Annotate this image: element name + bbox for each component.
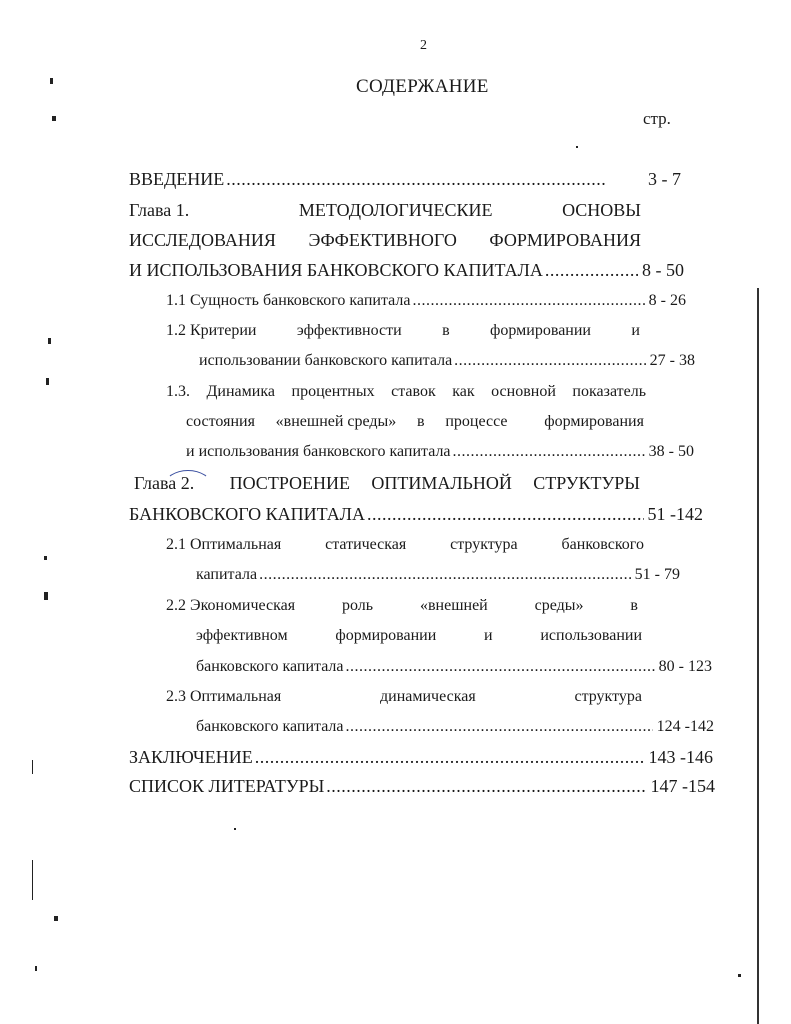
toc-entry-1-1	[166, 292, 686, 310]
toc-word: «внешней	[419, 597, 488, 614]
toc-pages: 124 -142	[656, 718, 714, 735]
toc-label: и использования банковского капитала	[186, 443, 451, 460]
toc-word: процентных	[291, 383, 375, 400]
toc-word: 2.2 Экономическая	[166, 597, 296, 614]
toc-word: эффективности	[296, 322, 402, 339]
toc-entry-2-3-line1	[166, 688, 642, 706]
toc-pages: 8 - 50	[642, 260, 684, 280]
toc-entry-2-1	[196, 566, 680, 584]
toc-label: использовании банковского капитала	[199, 352, 453, 369]
chapter1-label: Глава 1.	[129, 200, 190, 220]
leader-dots	[226, 169, 606, 190]
toc-pages: 80 - 123	[658, 658, 712, 675]
toc-pages: 3 - 7	[648, 169, 681, 189]
scan-edge-line	[757, 288, 759, 1024]
leader-dots	[454, 352, 646, 370]
toc-entry-1-3-line1	[166, 383, 646, 401]
scan-speck	[32, 860, 33, 900]
scan-speck	[48, 338, 51, 344]
toc-pages: 38 - 50	[648, 443, 694, 460]
scan-speck	[35, 966, 37, 971]
toc-pages: 143 -146	[648, 747, 713, 767]
toc-pages: 147 -154	[650, 776, 715, 796]
toc-entry-bibliography	[129, 776, 715, 797]
scan-speck	[234, 828, 236, 830]
toc-entry-1-2-line1	[166, 322, 640, 340]
toc-word: и	[484, 627, 493, 644]
toc-word: использовании	[540, 627, 642, 644]
toc-entry-chapter2	[129, 504, 703, 525]
chapter2-word: СТРУКТУРЫ	[533, 473, 640, 493]
toc-word: роль	[342, 597, 374, 614]
toc-pages: 51 -142	[647, 504, 703, 524]
toc-word: 2.1 Оптимальная	[166, 536, 282, 553]
toc-word: среды»	[534, 597, 584, 614]
toc-word: статическая	[325, 536, 407, 553]
toc-word: состояния	[186, 413, 255, 430]
toc-word: формировании	[335, 627, 437, 644]
toc-entry-1-2	[199, 352, 695, 370]
leader-dots	[367, 504, 644, 525]
toc-word: и	[631, 322, 640, 339]
scan-speck	[46, 378, 49, 385]
handwritten-mark	[164, 470, 212, 502]
toc-word: структура	[450, 536, 518, 553]
toc-label: 1.1 Сущность банковского капитала	[166, 292, 411, 309]
toc-word: динамическая	[380, 688, 476, 705]
leader-dots	[255, 747, 645, 768]
toc-word: формировании	[490, 322, 591, 339]
toc-entry-1-3	[186, 443, 694, 461]
chapter1-title-line2	[129, 230, 641, 251]
toc-word: 2.3 Оптимальная	[166, 688, 282, 705]
leader-dots	[326, 776, 646, 797]
toc-entry-2-2-line2	[196, 627, 642, 645]
scan-speck	[44, 592, 48, 600]
page-title: СОДЕРЖАНИЕ	[356, 76, 489, 97]
toc-word: в	[630, 597, 638, 614]
scan-speck	[52, 116, 56, 121]
toc-word: в	[442, 322, 450, 339]
chapter1-word: МЕТОДОЛОГИЧЕСКИЕ	[298, 200, 493, 220]
toc-label: капитала	[196, 566, 258, 583]
toc-entry-2-2-line1	[166, 597, 638, 615]
leader-dots	[259, 566, 631, 584]
page-number: 2	[420, 38, 427, 53]
toc-label: ВВЕДЕНИЕ	[129, 169, 225, 189]
toc-word: как	[452, 383, 475, 400]
toc-word: основной	[491, 383, 556, 400]
chapter1-word: ФОРМИРОВАНИЯ	[489, 230, 641, 250]
toc-pages: 8 - 26	[648, 292, 686, 309]
toc-word: структура	[574, 688, 642, 705]
chapter2-label: Глава 2.	[134, 473, 195, 493]
leader-dots	[346, 718, 653, 736]
toc-label: СПИСОК ЛИТЕРАТУРЫ	[129, 776, 325, 796]
toc-word: «внешней среды»	[275, 413, 397, 430]
toc-word: формирования	[544, 413, 644, 430]
leader-dots	[545, 260, 638, 281]
scan-speck	[738, 974, 741, 977]
toc-entry-2-2	[196, 658, 712, 676]
leader-dots	[453, 443, 645, 461]
chapter2-word: ОПТИМАЛЬНОЙ	[371, 473, 512, 493]
toc-label: ЗАКЛЮЧЕНИЕ	[129, 747, 253, 767]
toc-word: показатель	[572, 383, 646, 400]
toc-word: в	[417, 413, 425, 430]
chapter1-word: ОСНОВЫ	[562, 200, 641, 220]
toc-word: 1.3.	[166, 383, 190, 400]
leader-dots	[346, 658, 655, 676]
toc-entry-2-3	[196, 718, 714, 736]
scan-speck	[50, 78, 53, 84]
toc-entry-conclusion	[129, 747, 713, 768]
toc-label: БАНКОВСКОГО КАПИТАЛА	[129, 504, 365, 524]
toc-word: ставок	[391, 383, 436, 400]
scan-speck	[576, 146, 578, 148]
toc-word: эффективном	[196, 627, 288, 644]
toc-pages: 51 - 79	[634, 566, 680, 583]
pages-column-header: стр.	[643, 109, 671, 128]
chapter1-word: ЭФФЕКТИВНОГО	[308, 230, 457, 250]
scan-speck	[32, 760, 33, 774]
toc-label: банковского капитала	[196, 658, 344, 675]
toc-word: Динамика	[206, 383, 275, 400]
chapter1-title-line1	[129, 200, 641, 221]
toc-word: процессе	[445, 413, 508, 430]
scan-speck	[44, 556, 47, 560]
toc-entry-1-3-line2	[186, 413, 644, 431]
toc-pages: 27 - 38	[649, 352, 695, 369]
toc-entry-intro	[129, 169, 681, 190]
toc-word: банковского	[561, 536, 644, 553]
chapter2-word: ПОСТРОЕНИЕ	[229, 473, 351, 493]
leader-dots	[412, 292, 644, 310]
toc-entry-2-1-line1	[166, 536, 644, 554]
chapter1-word: ИССЛЕДОВАНИЯ	[129, 230, 276, 250]
toc-entry-chapter1	[129, 260, 684, 281]
scan-speck	[54, 916, 58, 921]
toc-word: 1.2 Критерии	[166, 322, 257, 339]
toc-label: банковского капитала	[196, 718, 344, 735]
toc-label: И ИСПОЛЬЗОВАНИЯ БАНКОВСКОГО КАПИТАЛА	[129, 260, 543, 280]
